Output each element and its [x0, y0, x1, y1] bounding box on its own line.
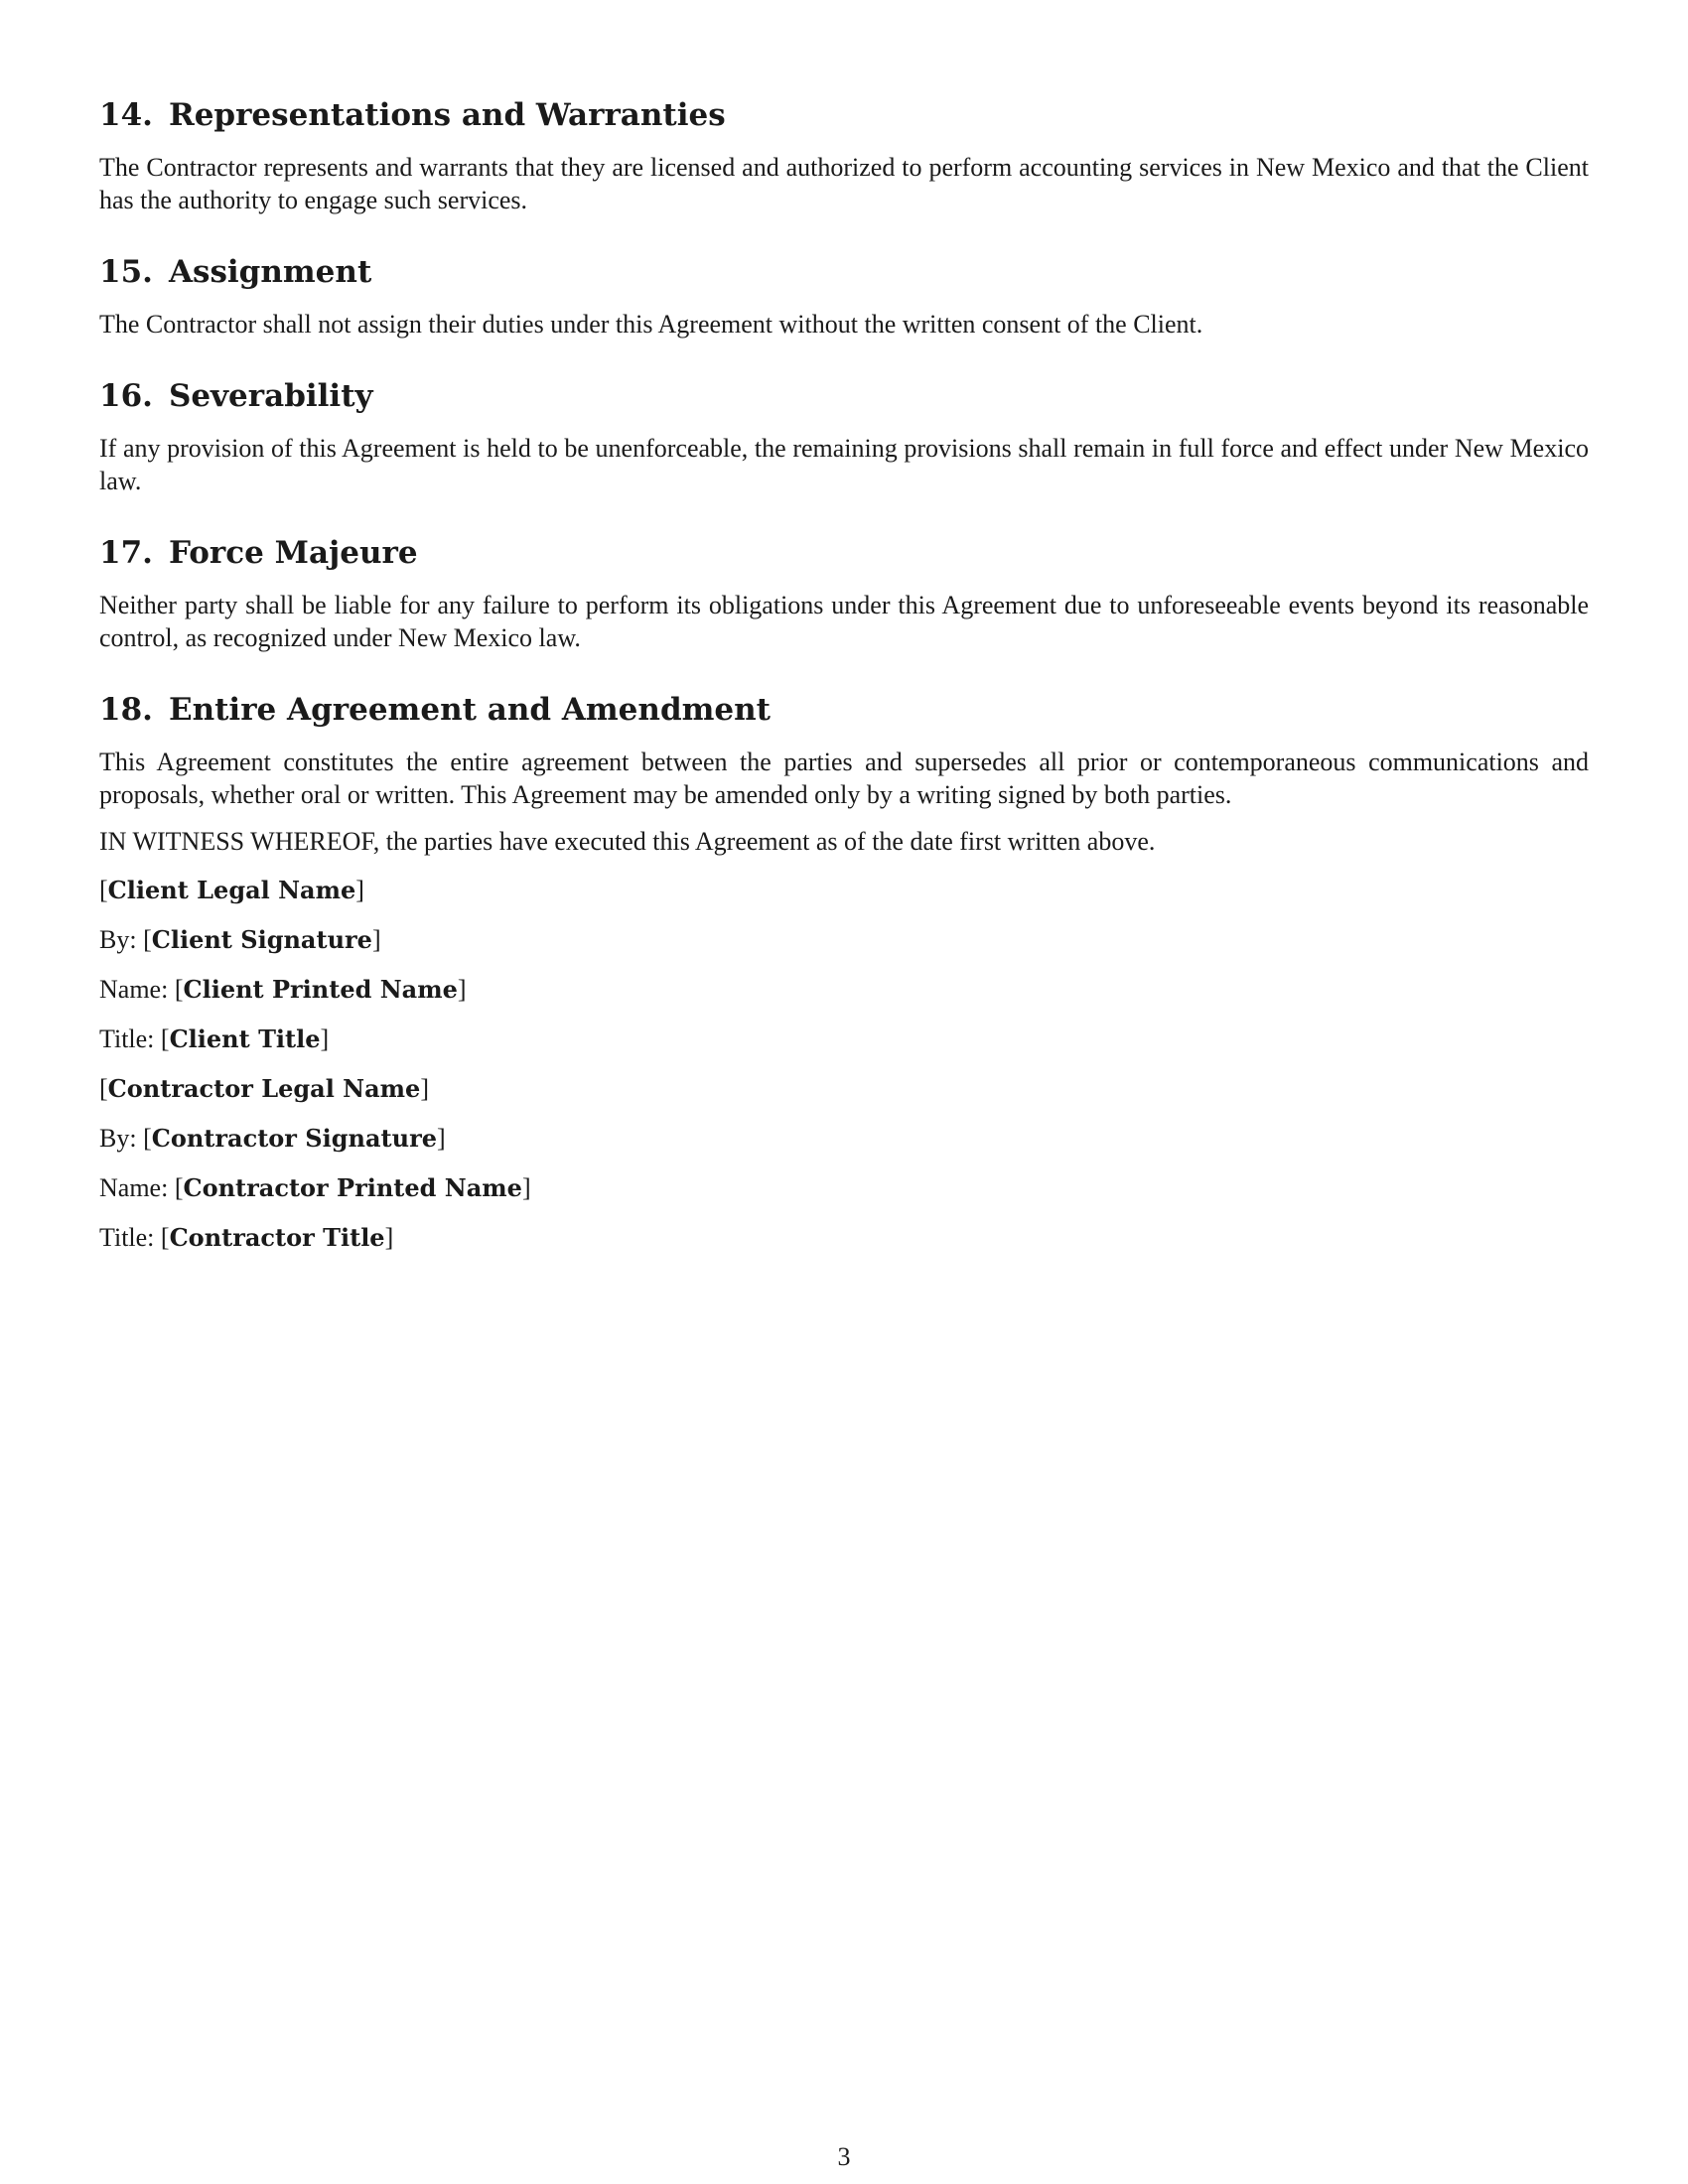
section-heading: [99, 252, 1589, 292]
client-printed-name-line: Name: [Client Printed Name]: [99, 975, 467, 1004]
client-legal-name-value: Client Legal Name: [107, 876, 356, 904]
contractor-legal-name-value: Contractor Legal Name: [107, 1074, 421, 1103]
section-title: Entire Agreement and Amendment: [168, 692, 771, 728]
by-label: By:: [99, 1124, 137, 1153]
section-heading: [99, 690, 1589, 730]
section-title: Severability: [168, 378, 373, 414]
client-title-line: Title: [Client Title]: [99, 1024, 330, 1053]
client-title-value: Client Title: [169, 1024, 321, 1053]
signature-block: [99, 825, 1589, 1254]
section-number: 16.: [99, 378, 153, 414]
title-label: Title:: [99, 1223, 155, 1252]
document-page: [99, 95, 1589, 1271]
section-body: This Agreement constitutes the entire agreement between the parties and supersedes all prior or contemporaneous communications and proposals, whether oral or written. This Agreement may be amended only by a writing signed by both parties.: [99, 748, 1589, 809]
client-signature-line: By: [Client Signature]: [99, 925, 381, 954]
contractor-signature-line: By: [Contractor Signature]: [99, 1124, 446, 1153]
section-number: 18.: [99, 692, 153, 728]
section-heading: [99, 95, 1589, 135]
section-title: Assignment: [168, 254, 372, 290]
section-title: Representations and Warranties: [168, 97, 726, 133]
contractor-title-line: Title: [Contractor Title]: [99, 1223, 394, 1252]
contractor-signature-value: Contractor Signature: [151, 1124, 437, 1153]
section-body: The Contractor represents and warrants that they are licensed and authorized to perform accounting services in New Mexico and that the Client has the authority to engage such services.: [99, 153, 1589, 214]
section-body: If any provision of this Agreement is held to be unenforceable, the remaining provisions shall remain in full force and effect under New Mexico law.: [99, 434, 1589, 495]
section-number: 17.: [99, 535, 153, 571]
name-label: Name:: [99, 975, 169, 1004]
by-label: By:: [99, 925, 137, 954]
section-body: Neither party shall be liable for any failure to perform its obligations under this Agreement due to unforeseeable events beyond its reasonable control, as recognized under New Mexico law.: [99, 591, 1589, 652]
contractor-printed-name-value: Contractor Printed Name: [183, 1173, 522, 1202]
client-printed-name-value: Client Printed Name: [183, 975, 458, 1004]
section-number: 15.: [99, 254, 153, 290]
contractor-title-value: Contractor Title: [169, 1223, 385, 1252]
client-legal-name: [Client Legal Name]: [99, 876, 364, 904]
section-number: 14.: [99, 97, 153, 133]
page-number: 3: [837, 2142, 851, 2171]
section-heading: [99, 376, 1589, 416]
section-heading: [99, 533, 1589, 573]
section-title: Force Majeure: [168, 535, 418, 571]
witness-clause: IN WITNESS WHEREOF, the parties have executed this Agreement as of the date first written above.: [99, 827, 1156, 856]
section-body: The Contractor shall not assign their duties under this Agreement without the written consent of the Client.: [99, 310, 1203, 339]
section-assignment: [99, 252, 1589, 341]
name-label: Name:: [99, 1173, 169, 1202]
section-severability: [99, 376, 1589, 497]
section-representations-warranties: [99, 95, 1589, 216]
contractor-legal-name: [Contractor Legal Name]: [99, 1074, 429, 1103]
client-signature-value: Client Signature: [151, 925, 372, 954]
title-label: Title:: [99, 1024, 155, 1053]
section-force-majeure: [99, 533, 1589, 654]
section-entire-agreement: [99, 690, 1589, 811]
contractor-printed-name-line: Name: [Contractor Printed Name]: [99, 1173, 531, 1202]
